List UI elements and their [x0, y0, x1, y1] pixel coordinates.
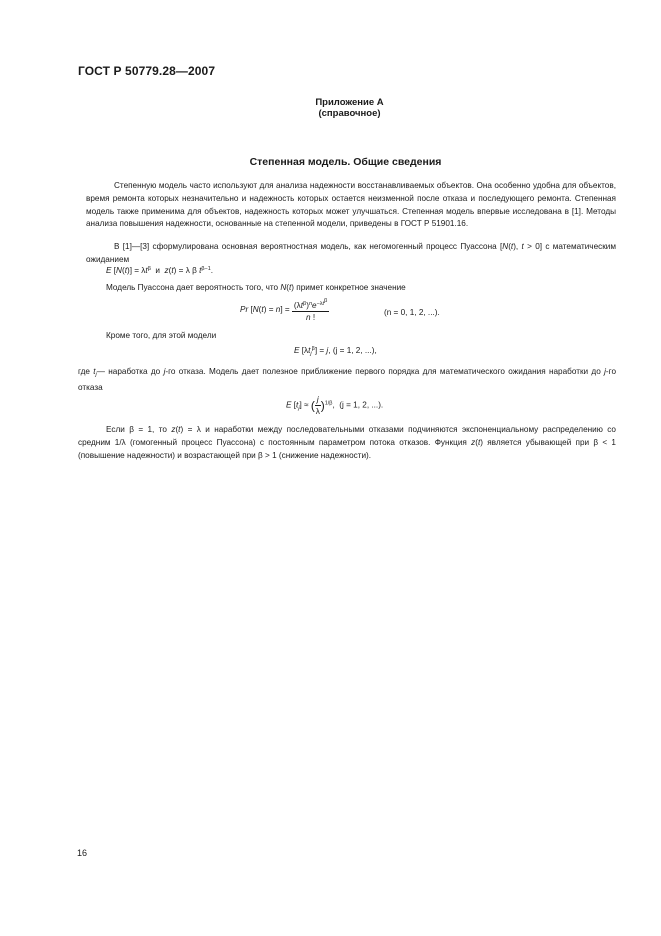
paragraph-model: В [1]—[3] сформулирована основная вероятностная модель, как негомогенный процесс Пуассона [N(t), t > 0] с математическим ожиданием: [86, 242, 617, 264]
paragraph-conclusion: Если β = 1, то z(t) = λ и наработки между последовательными отказами подчиняются экспоненциальному распределению со средним 1/λ (гомогенный процесс Пуассона) с постоянным параметром потока отказов. Функция z(t) является убывающей при β < 1 (повышение надежности) и возрастающей при β > 1 (снижение надежности).: [78, 425, 616, 460]
annex-type: (справочное): [318, 108, 381, 119]
paragraph-text: Степенную модель часто используют для анализа надежности восстанавливаемых объектов. Она особенно удобна для объектов, время ремонта которых незначительно и надежность которых остается неизменной после отказа и последующего ремонта. Степенная модель также применима для объектов, надежность которых может улучшаться. Степенная модель впервые исследована в [1]. Методы анализа повышения надежности, основанные на степенной модели, приведены в ГОСТ Р 51901.16.: [86, 181, 616, 229]
annex-label: Приложение А: [315, 97, 384, 108]
formula-expectation: E $[N(t)] = \lambda t^\beta$ и z(t) = λ β $t^{\beta-1}$.: [106, 266, 214, 275]
annex-heading: [0, 97, 661, 119]
section-title: Степенная модель. Общие сведения: [249, 156, 442, 168]
paragraph-failure-time: где $t_j—$ наработка до j-го отказа. Модель дает полезное приближение первого порядка для математического ожидания наработки до j-го отказа: [78, 367, 616, 392]
paragraph-intro: [86, 180, 616, 231]
formula-poisson: Pr [N(t) = n] = $\frac{(\lambda t^\beta)^ne^{-\lambda t^\beta}}{n !}$: [240, 298, 328, 322]
paragraph-poisson: Модель Пуассона дает вероятность того, что N(t) примет конкретное значение: [106, 283, 406, 292]
formula-poisson-condition: (n = 0, 1, 2, ...).: [384, 308, 440, 317]
formula-moments: E $[\lambda t_j^\beta] = j$, (j = 1, 2, ...),: [294, 346, 377, 357]
formula-failure-time: E $[t_j]$ ≈ ( $\frac{j}{\lambda}$ )$^{1/\beta}$, (j = 1, 2, ...).: [286, 395, 384, 416]
paragraph-moments: Кроме того, для этой модели: [106, 331, 217, 340]
document-code: ГОСТ Р 50779.28—2007: [78, 64, 216, 78]
page-number: 16: [77, 848, 88, 858]
